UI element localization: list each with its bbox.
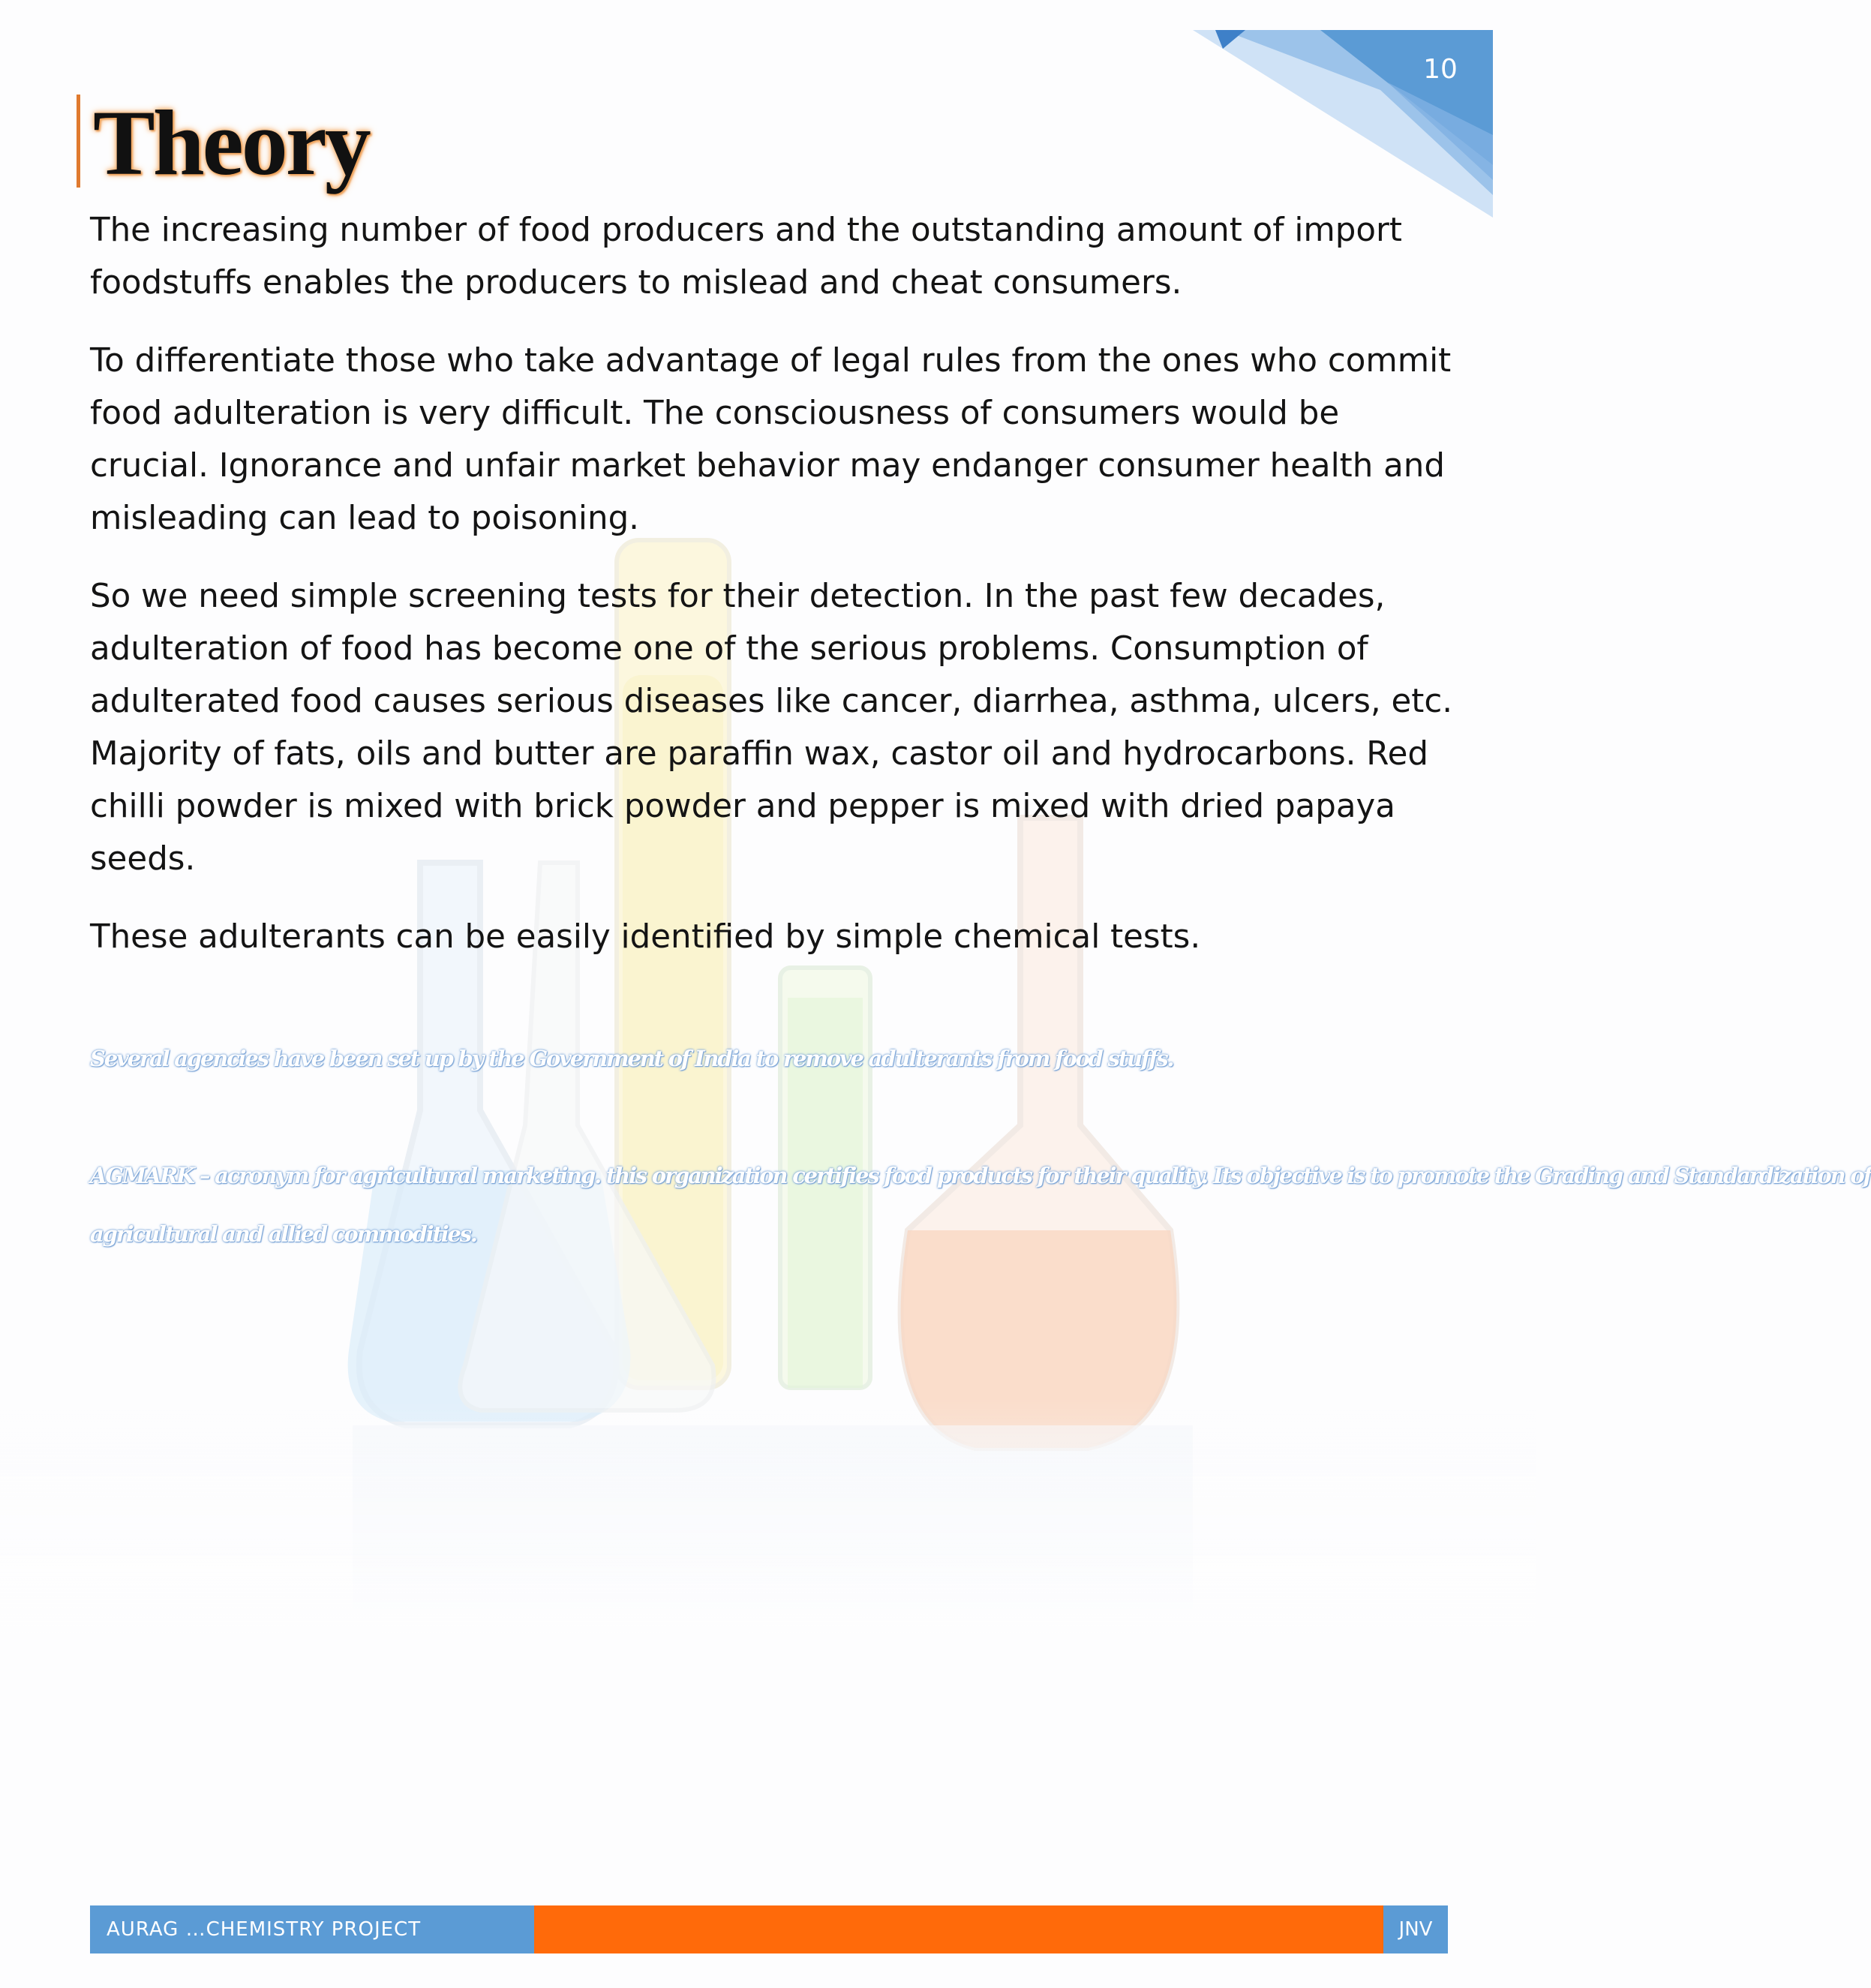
footer (90, 1905, 1448, 1953)
faded-note-agmark (90, 1146, 1871, 1263)
page-number: 10 (1423, 54, 1458, 85)
footer-project-label: AURAG …CHEMISTRY PROJECT (90, 1905, 534, 1953)
faded-note-agmark-line-1: AGMARK – acronym for agricultural marketing. this organization certifies food products for their quality. Its objective is to promote the Grading and Standardization of (90, 1163, 1871, 1188)
title-accent-bar (77, 95, 80, 188)
paragraph-2: To differentiate those who take advantage of legal rules from the ones who commit food adulteration is very difficult. The consciousness of consumers would be crucial. Ignorance and unfair market behavior may endanger consumer health and misleading can lead to poisoning. (90, 342, 1452, 537)
paragraph-4: These adulterants can be easily identified by simple chemical tests. (90, 918, 1201, 956)
faded-note-agencies: Several agencies have been set up by the Government of India to remove adulterants from food stuffs. (90, 1046, 1173, 1071)
faded-note-agmark-line-2: agricultural and allied commodities. (90, 1221, 476, 1247)
paragraph-1: The increasing number of food producers and the outstanding amount of import foodstuffs enables the producers to mislead and cheat consumers. (90, 212, 1402, 302)
footer-orange-band (534, 1905, 1383, 1953)
paragraph-3: So we need simple screening tests for their detection. In the past few decades, adulteration of food has become one of the serious problems. Consumption of adulterated food causes serious diseases like cancer, diarrhea, asthma, ulcers, etc. Majority of fats, oils and butter are paraffin wax, castor oil and hydrocarbons. Red chilli powder is mixed with brick powder and pepper is mixed with dried papaya seeds. (90, 578, 1453, 878)
body-text (90, 204, 1455, 989)
footer-school-label: JNV (1383, 1905, 1448, 1953)
page-title: Theory (93, 92, 369, 194)
